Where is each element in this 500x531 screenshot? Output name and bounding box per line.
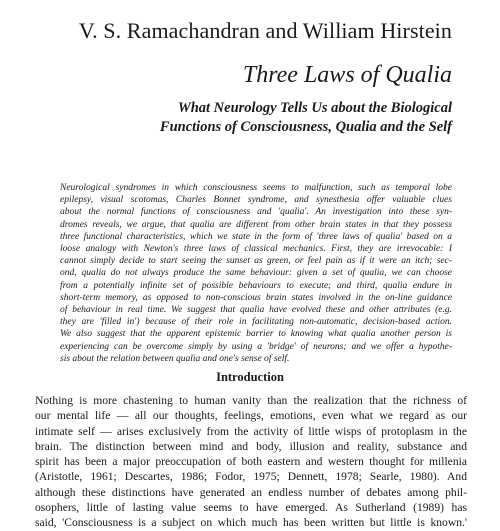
body-line: said, 'Consciousness is a subject on which much has been written but little is known.' bbox=[35, 516, 467, 530]
abstract-line: short-term memory, as opposed to non-conscious brain states involved in the on-line guidance bbox=[60, 292, 452, 303]
body-line: although these distinctions have generated an endless number of debates among phil- bbox=[35, 485, 467, 499]
author-names: V. S. Ramachandran and William Hirstein bbox=[78, 18, 452, 43]
body-line: brain. The distinction between mind and body, illusion and reality, substance and bbox=[35, 439, 467, 453]
abstract-line: cannot simply decide to start seeing the sunset as green, or feel pain as if it were an itch; sec- bbox=[60, 256, 452, 267]
abstract bbox=[60, 182, 452, 365]
abstract-line: epilepsy, visual scotomas, Charles Bonnet syndrome, and synesthesia offer valuable clues bbox=[60, 195, 452, 206]
paper-subtitle bbox=[160, 99, 452, 137]
body-line: our mental life — all our thoughts, feelings, emotions, even what we regard as our bbox=[35, 409, 467, 423]
abstract-line: they are 'filled in') because of their role in facilitating non-automatic, decision-based action. bbox=[60, 317, 452, 328]
body-line: spirit has been a major preoccupation of both eastern and western thought for millenia bbox=[35, 455, 467, 469]
abstract-line: ond, qualia do not always produce the same behaviour: given a set of qualia, we can choose bbox=[60, 268, 452, 279]
subtitle-line: What Neurology Tells Us about the Biological bbox=[177, 100, 452, 116]
abstract-line: three functional characteristics, which we state in the form of 'three laws of qualia' based on a bbox=[60, 231, 452, 242]
abstract-line: loose analogy with Newton's three laws of classical mechanics. First, they are irrevocable: I bbox=[60, 244, 452, 255]
body-line: (Aristotle, 1961; Descartes, 1986; Fodor, 1975; Dennett, 1978; Searle, 1980). And bbox=[35, 470, 467, 484]
abstract-line: We also suggest that the apparent epistemic barrier to knowing what qualia another person is bbox=[60, 329, 452, 340]
paper-title: Three Laws of Qualia bbox=[242, 62, 452, 88]
body-line: osophers, little of lasting value seems to have emerged. As Sutherland (1989) has bbox=[35, 501, 467, 515]
abstract-line: from a potentially infinite set of possible behaviours to execute; and third, qualia endure in bbox=[60, 280, 452, 291]
introduction-text bbox=[35, 393, 467, 531]
abstract-line: dromes reveals, we argue, that qualia are different from other brain states in that they possess bbox=[60, 219, 452, 230]
subtitle-line: Functions of Consciousness, Qualia and the Self bbox=[159, 119, 452, 135]
section-heading: Introduction bbox=[216, 370, 284, 384]
body-line: Nothing is more chastening to human vanity than the realization that the richness of bbox=[35, 394, 467, 407]
abstract-line: experiencing can be overcome simply by using a 'bridge' of neurons; and we offer a hypothe- bbox=[60, 341, 452, 352]
body-line: intimate self — arises exclusively from the activity of little wisps of protoplasm in the bbox=[35, 424, 467, 438]
abstract-line: of behaviour in real time. We suggest that qualia have evolved these and other attributes (e.g. bbox=[60, 305, 452, 316]
abstract-line: sis about the relation between qualia and one's sense of self. bbox=[60, 353, 290, 364]
abstract-line: about the normal functions of consciousness and 'qualia'. An investigation into these syn- bbox=[60, 207, 452, 218]
abstract-line: Neurological syndromes in which consciousness seems to malfunction, such as temporal lobe bbox=[60, 183, 452, 193]
